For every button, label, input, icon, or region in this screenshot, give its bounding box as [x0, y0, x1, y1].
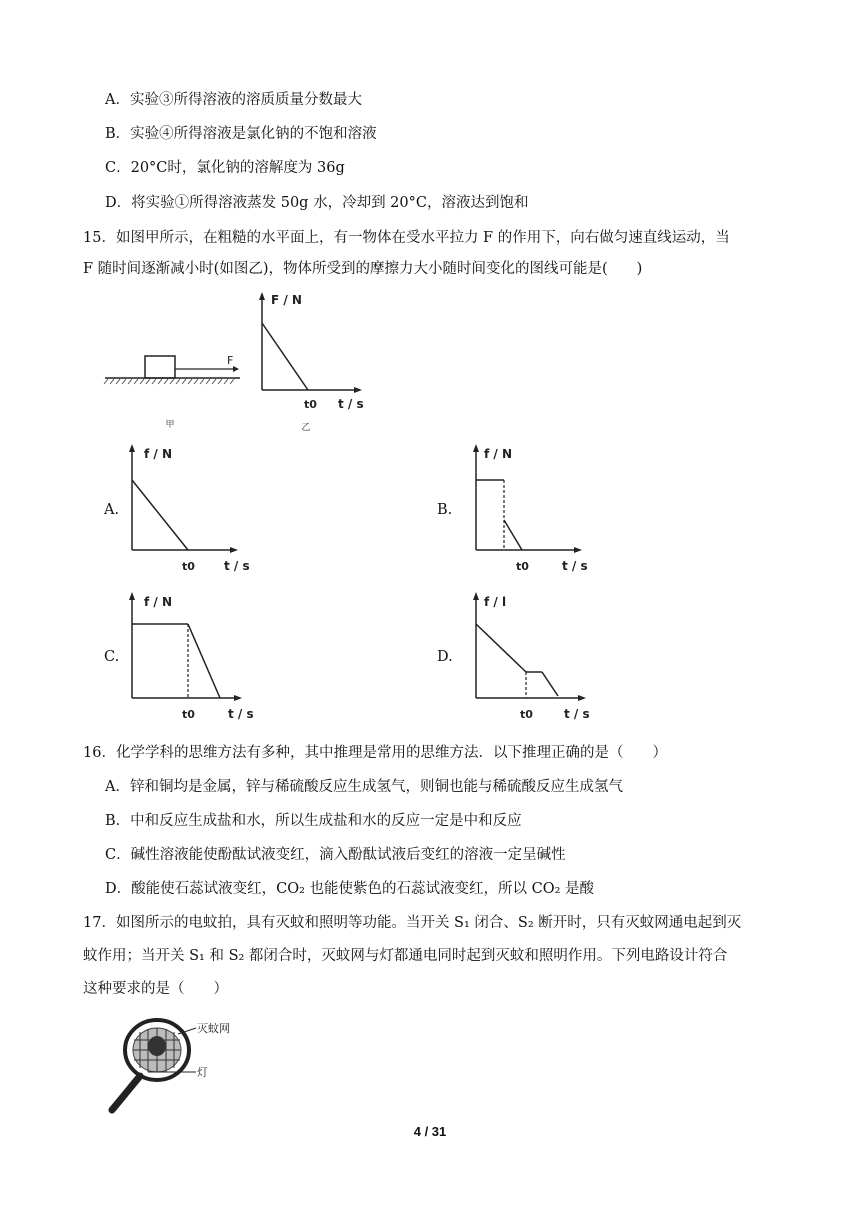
t0-label: t0	[304, 398, 317, 411]
graph-b-x-label: t / s	[562, 559, 588, 573]
graph-a-y-label: f / N	[144, 447, 173, 461]
graph-c-y-label: f / N	[144, 595, 173, 609]
q17-stem-line2: 蚊作用；当开关 S₁ 和 S₂ 都闭合时，灭蚊网与灯都通电同时起到灭蚊和照明作用。下列电路设计符合	[83, 948, 728, 964]
t-axis-label: t / s	[338, 397, 364, 411]
force-label: F	[227, 354, 234, 367]
mosquito-swatter-figure	[100, 1010, 260, 1120]
q16-stem: 16．化学学科的思维方法有多种，其中推理是常用的思维方法．以下推理正确的是（ ）	[83, 745, 667, 761]
label-lamp: 灯	[197, 1066, 208, 1079]
q14-option-b: B．实验④所得溶液是氯化钠的不饱和溶液	[105, 126, 377, 142]
q14-option-a: A．实验③所得溶液的溶质质量分数最大	[105, 92, 362, 108]
graph-b	[464, 440, 604, 580]
graph-a	[120, 440, 260, 580]
figure-yi	[250, 290, 380, 435]
graph-b-y-label: f / N	[484, 447, 513, 461]
q15-option-b-label: B.	[437, 502, 453, 518]
graph-a-t0: t0	[182, 560, 195, 573]
graph-d-t0: t0	[520, 708, 533, 721]
q17-stem-line3: 这种要求的是（ ）	[83, 981, 228, 997]
q14-option-c: C．20°C时，氯化钠的溶解度为 36g	[105, 160, 345, 176]
label-net: 灭蚊网	[197, 1022, 230, 1035]
graph-c-x-label: t / s	[228, 707, 254, 721]
q15-option-c-label: C.	[104, 649, 120, 665]
page-number: 4 / 31	[413, 1124, 447, 1139]
graph-d	[464, 588, 614, 728]
figure-jia	[100, 340, 250, 430]
q16-option-d: D．酸能使石蕊试液变红，CO₂ 也能使紫色的石蕊试液变红，所以 CO₂ 是酸	[105, 881, 595, 897]
figure-yi-caption: 乙	[301, 423, 311, 433]
graph-c	[120, 588, 270, 728]
graph-d-x-label: t / s	[564, 707, 590, 721]
q15-option-d-label: D.	[437, 649, 453, 665]
q16-option-b: B．中和反应生成盐和水，所以生成盐和水的反应一定是中和反应	[105, 813, 522, 829]
q17-stem-line1: 17．如图所示的电蚊拍，具有灭蚊和照明等功能。当开关 S₁ 闭合、S₂ 断开时，只有灭蚊网通电起到灭	[83, 915, 742, 931]
figure-jia-caption: 甲	[165, 420, 175, 430]
q16-option-c: C．碱性溶液能使酚酞试液变红，滴入酚酞试液后变红的溶液一定呈碱性	[105, 847, 566, 863]
graph-d-y-label: f / l	[484, 595, 507, 609]
q15-option-a-label: A.	[104, 502, 120, 518]
graph-c-t0: t0	[182, 708, 195, 721]
f-axis-label: F / N	[271, 293, 302, 307]
q14-option-d: D．将实验①所得溶液蒸发 50g 水，冷却到 20°C，溶液达到饱和	[105, 195, 529, 211]
graph-a-x-label: t / s	[224, 559, 250, 573]
graph-b-t0: t0	[516, 560, 529, 573]
q15-stem-line2: F 随时间逐渐减小时(如图乙)，物体所受到的摩擦力大小随时间变化的图线可能是( )	[83, 261, 643, 277]
q16-option-a: A．锌和铜均是金属，锌与稀硫酸反应生成氢气，则铜也能与稀硫酸反应生成氢气	[105, 779, 623, 795]
q15-stem-line1: 15．如图甲所示，在粗糙的水平面上，有一物体在受水平拉力 F 的作用下，向右做匀速直线运动，当	[83, 230, 730, 246]
